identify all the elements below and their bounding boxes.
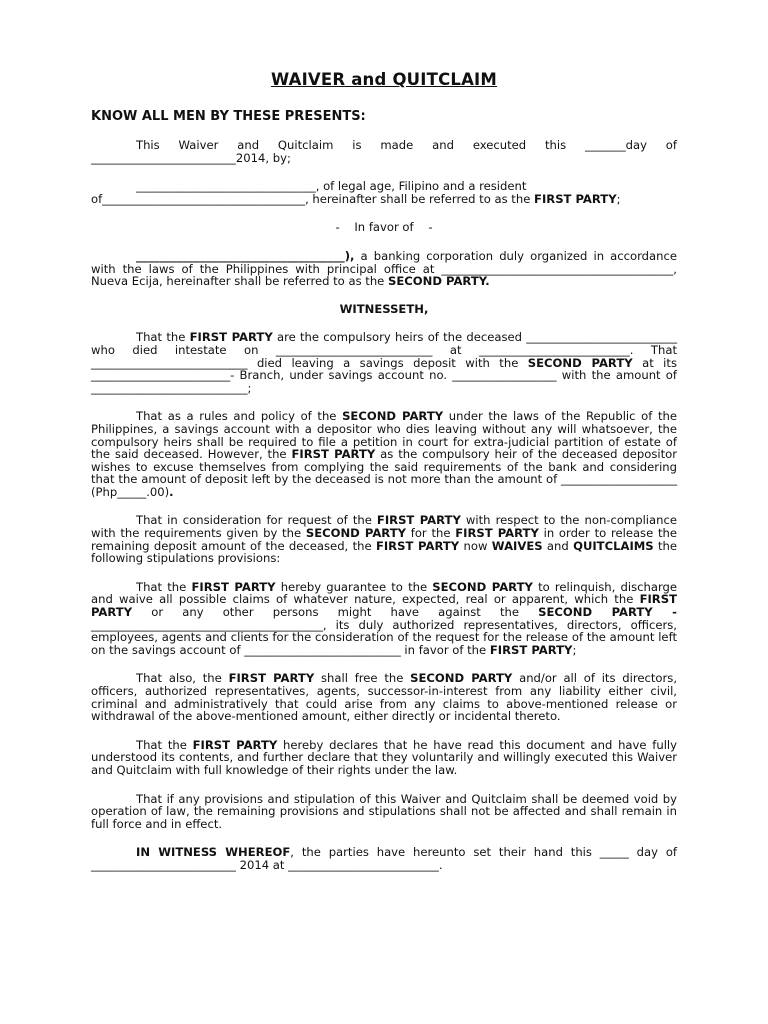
document-title: WAIVER and QUITCLAIM [270,70,498,89]
witnesseth-heading: WITNESSETH, [339,301,429,316]
paragraph-first-party [91,180,677,205]
in-favor-of: - In favor of - [335,220,433,235]
paragraph-severability: That if any provisions and stipulation of this Waiver and Quitclaim shall be deemed void by operation of law, the remaining provisions and stipulations shall not be affected and shall remain in full force and in effect. [91,791,677,831]
document-page [91,64,677,872]
first-party-name-line: _______________________________, of legal age, Filipino and a resident [136,179,527,194]
paragraph-heirs: That the FIRST PARTY are the compulsory heirs of the deceased __________________________ who died intestate on ___________________________ at __________________________. That ___________________________ died leaving a savings deposit with the SECOND PARTY at its ________________________- Branch, under savings account no. __________________ with the amount of ___________________________; [91,330,678,395]
intro-heading: KNOW ALL MEN BY THESE PRESENTS: [91,109,366,124]
paragraph-witness-whereof: IN WITNESS WHEREOF, the parties have hereunto set their hand this _____ day of _________________________ 2014 at __________________________. [91,845,677,872]
paragraph-second-party: ____________________________________), a banking corporation duly organized in accordance with the laws of the Philippines with principal office at ________________________________________, Nueva Ecija, hereinafter shall be referred to as the SECOND PARTY. [91,248,677,289]
paragraph-declaration: That the FIRST PARTY hereby declares that he have read this document and have fully understood its contents, and further declare that they voluntarily and willingly executed this Waiver and Quitclaim with full knowledge of their rights under the law. [91,737,677,777]
paragraph-liability: That also, the FIRST PARTY shall free the SECOND PARTY and/or all of its directors, officers, authorized representatives, agents, successor-in-interest from any liability either civil, criminal and administratively that could arise from any claims to above-mentioned release or withdrawal of the above-mentioned amount, either directly or incidental thereto. [91,671,678,724]
paragraph-bank-policy: That as a rules and policy of the SECOND PARTY under the laws of the Republic of the Philippines, a savings account with a depositor who dies leaving without any will whatsoever, the compulsory heirs shall be required to file a petition in court for extra-judicial partition of estate of the said deceased. However, the FIRST PARTY as the compulsory heir of the deceased depositor wishes to excuse themselves from complying the said requirements of the bank and considering that the amount of deposit left by the deceased is not more than the amount of ____________________ (Php_____.00). [91,409,677,499]
paragraph-guarantee: That the FIRST PARTY hereby guarantee to the SECOND PARTY to relinquish, discharge and waive all possible claims of whatever nature, expected, real or apparent, which the FIRST PARTY or any other persons might have against the SECOND PARTY - ________________________________________, its duly authorized representatives, directors, officers, employees, agents and clients for the consideration of the request for the release of the amount left on the savings account of ___________________________ in favor of the FIRST PARTY; [91,579,677,657]
paragraph-execution: This Waiver and Quitclaim is made and executed this _______day of _________________________2014, by; [91,138,677,165]
paragraph-consideration: That in consideration for request of the FIRST PARTY with respect to the non-compliance with the requirements given by the SECOND PARTY for the FIRST PARTY in order to release the remaining deposit amount of the deceased, the FIRST PARTY now WAIVES and QUITCLAIMS the following stipulations provisions: [91,513,678,566]
first-party-residence: of___________________________________, hereinafter shall be referred to as the FIRST PARTY; [91,191,621,206]
